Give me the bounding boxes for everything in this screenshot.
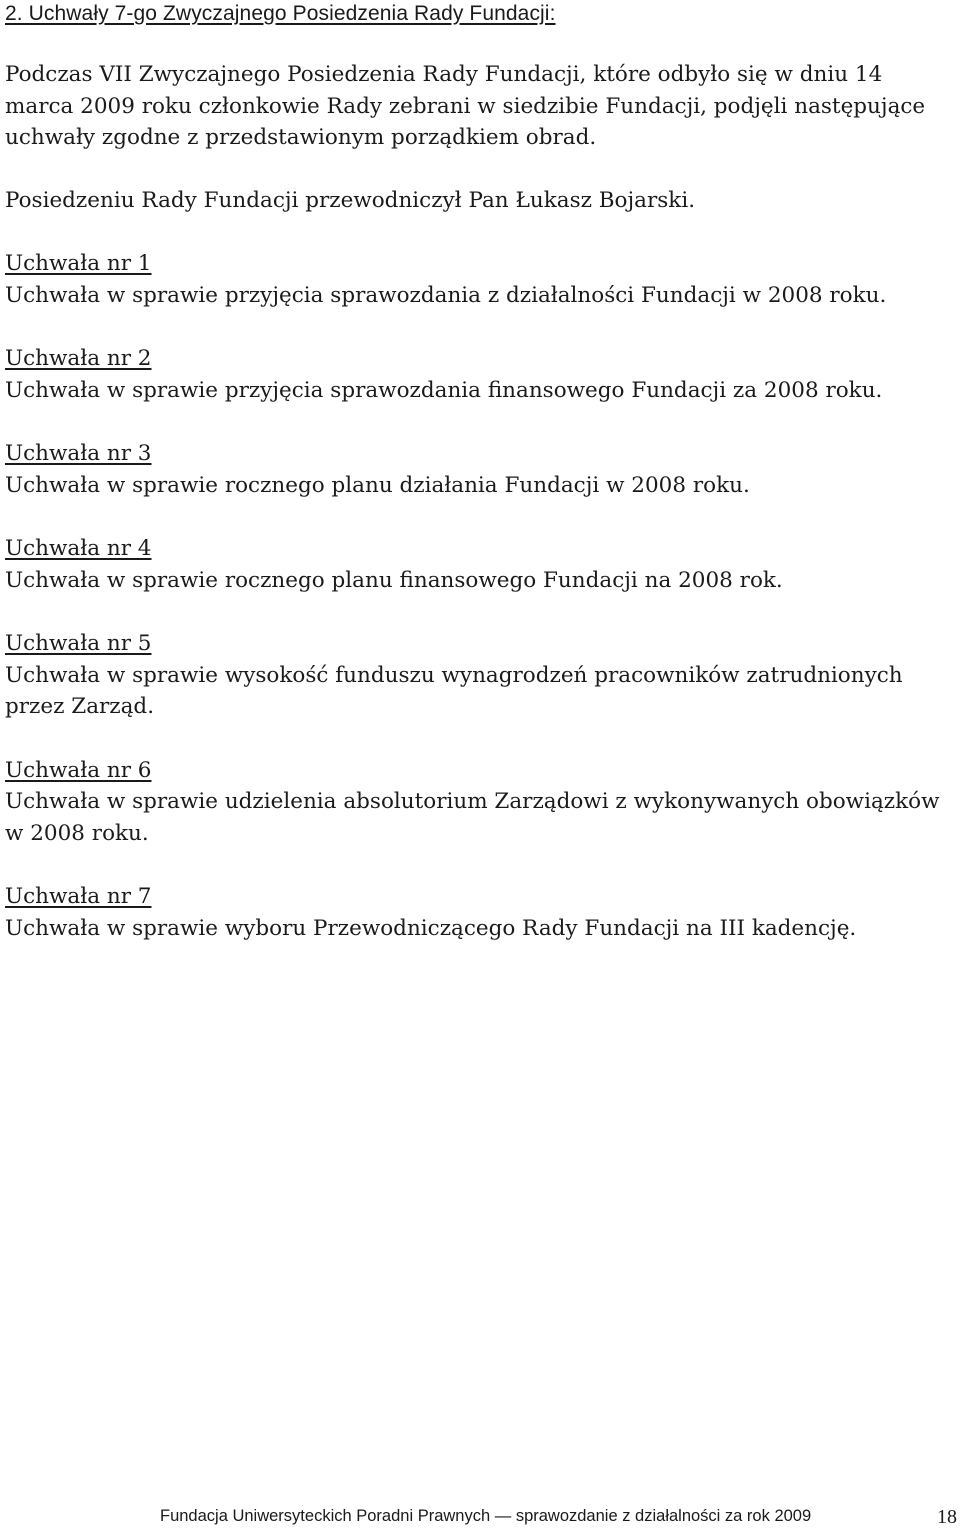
resolution-7 <box>5 881 955 944</box>
resolution-text: Uchwała w sprawie udzielenia absolutorium Zarządowi z wykonywanych obowiązków w 2008 roku. <box>5 789 940 846</box>
resolution-title: Uchwała nr 2 <box>5 346 152 371</box>
resolution-3 <box>5 438 955 501</box>
resolution-title: Uchwała nr 7 <box>5 884 152 909</box>
intro-paragraph: Podczas VII Zwyczajnego Posiedzenia Rady Fundacji, które odbyło się w dniu 14 marca 2009 roku członkowie Rady zebrani w siedzibie Fundacji, podjęli następujące uchwały zgodne z przedstawionym porządkiem obrad. <box>5 62 926 150</box>
chair-paragraph: Posiedzeniu Rady Fundacji przewodniczył Pan Łukasz Bojarski. <box>5 187 696 213</box>
page-footer <box>160 1503 957 1529</box>
resolution-6 <box>5 755 955 850</box>
resolution-title: Uchwała nr 4 <box>5 536 152 561</box>
resolution-text: Uchwała w sprawie wysokość funduszu wynagrodzeń pracowników zatrudnionych przez Zarząd. <box>5 662 903 719</box>
footer-text: Fundacja Uniwersyteckich Poradni Prawnych — sprawozdanie z działalności za rok 2009 <box>160 1507 812 1525</box>
section-heading: 2. Uchwały 7-go Zwyczajnego Posiedzenia Rady Fundacji: <box>5 2 556 25</box>
resolution-title: Uchwała nr 5 <box>5 631 152 656</box>
resolution-title: Uchwała nr 1 <box>5 251 152 276</box>
resolution-2 <box>5 343 955 406</box>
resolution-text: Uchwała w sprawie wyboru Przewodniczącego Rady Fundacji na III kadencję. <box>5 915 857 941</box>
resolution-title: Uchwała nr 3 <box>5 441 152 466</box>
page-number: 18 <box>937 1506 957 1528</box>
resolution-text: Uchwała w sprawie rocznego planu działania Fundacji w 2008 roku. <box>5 472 750 498</box>
resolution-1 <box>5 248 955 311</box>
resolution-4 <box>5 533 955 596</box>
resolution-text: Uchwała w sprawie przyjęcia sprawozdania z działalności Fundacji w 2008 roku. <box>5 282 887 308</box>
resolution-5 <box>5 628 955 723</box>
resolution-text: Uchwała w sprawie przyjęcia sprawozdania finansowego Fundacji za 2008 roku. <box>5 377 883 403</box>
document-page <box>5 0 955 944</box>
resolution-text: Uchwała w sprawie rocznego planu finansowego Fundacji na 2008 rok. <box>5 567 783 593</box>
resolution-title: Uchwała nr 6 <box>5 757 152 783</box>
